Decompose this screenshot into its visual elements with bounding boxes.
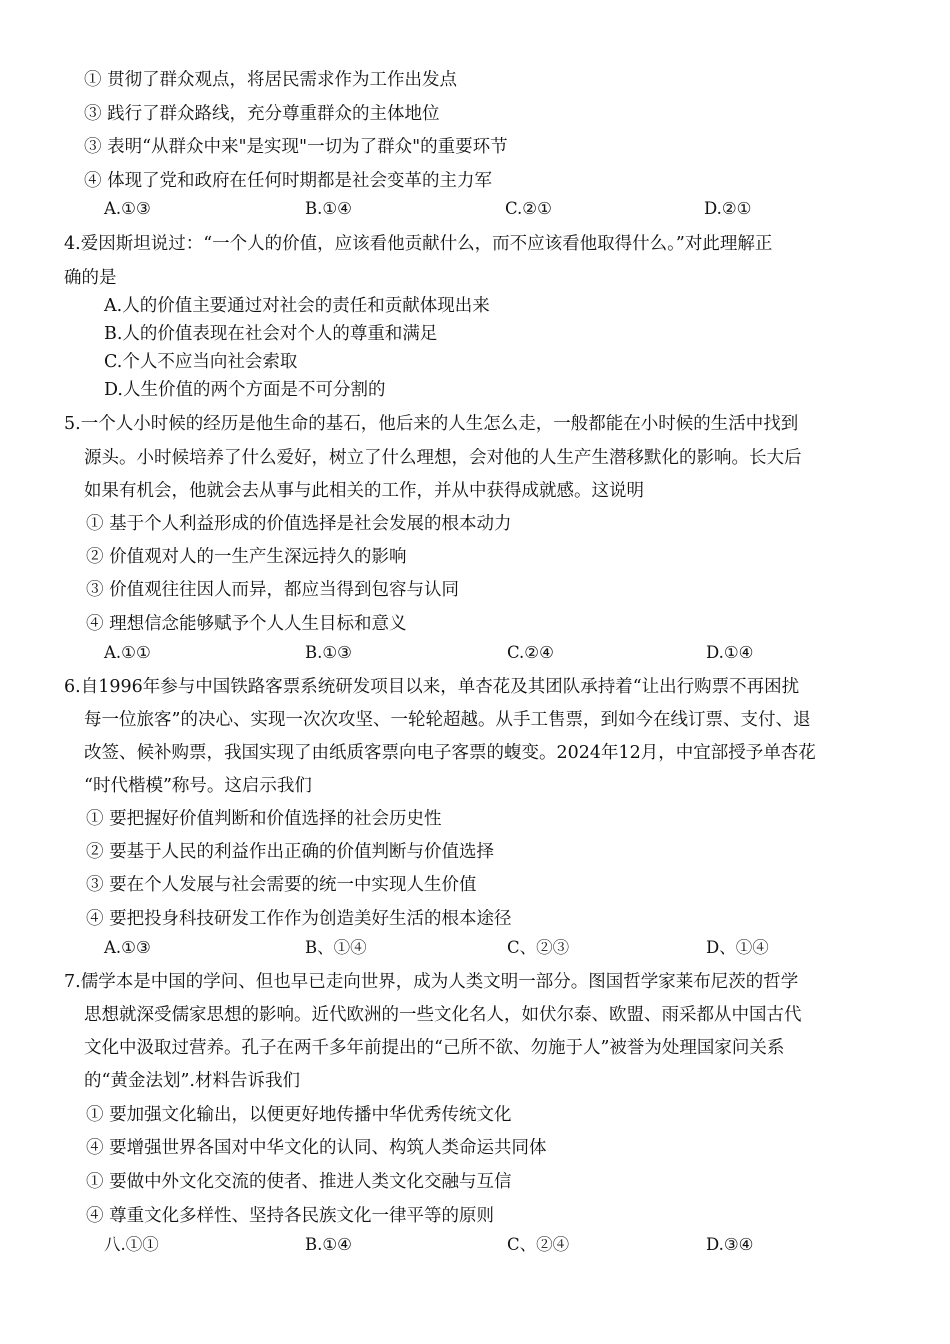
- q6-statement-2: ② 要基于人民的利益作出正确的价值判断与价值选择: [86, 842, 495, 862]
- q3-statement-4: ④ 体现了党和政府在任何时期都是社会变革的主力军: [84, 171, 493, 191]
- q7-stem-line-4: 的“黄金法划”.材料告诉我们: [84, 1071, 300, 1091]
- q5-stem-line-1: 5.一个人小时候的经历是他生命的基石，他后来的人生怎么走，一般都能在小时候的生活中找到: [64, 414, 799, 434]
- q6-stem-line-2: 每一位旅客”的决心、实现一次次攻坚、一轮轮超越。从手工售票，到如今在线订票、支付、退: [84, 710, 811, 730]
- q7-stem-line-3: 文化中汲取过营养。孔子在两千多年前提出的“己所不欲、勿施于人”被誉为处理国家问关系: [84, 1038, 785, 1058]
- q4-choice-c: C.个人不应当向社会索取: [104, 352, 298, 372]
- q4-stem-line-1: 4.爱因斯坦说过：“一个人的价值，应该看他贡献什么，而不应该看他取得什么。”对此理解正: [64, 234, 773, 254]
- q7-stem-line-2: 思想就深受儒家思想的影响。近代欧洲的一些文化名人，如伏尔泰、欧盟、雨采都从中国古代: [84, 1005, 802, 1025]
- q3-statement-3: ③ 表明“从群众中来"是实现"一切为了群众"的重要环节: [84, 137, 508, 157]
- q6-stem-line-4: “时代楷模”称号。这启示我们: [84, 776, 312, 796]
- q7-statement-3: ① 要做中外文化交流的使者、推进人类文化交融与互信: [86, 1172, 512, 1192]
- q6-stem-line-1: 6.自1996年参与中国铁路客票系统研发项目以来，单杏花及其团队承持着“让出行购票不再困扰: [64, 677, 800, 697]
- q6-option-a: A.①③: [104, 938, 151, 957]
- q3-option-b: B.①④: [305, 199, 352, 218]
- q3-option-a: A.①③: [104, 199, 151, 218]
- q3-statement-1: ① 贯彻了群众观点，将居民需求作为工作出发点: [84, 70, 458, 90]
- q3-option-d: D.②①: [704, 199, 752, 218]
- q4-choice-a: A.人的价值主要通过对社会的责任和贡献体现出来: [104, 296, 490, 316]
- q5-option-a: A.①①: [104, 643, 151, 662]
- q5-stem-line-3: 如果有机会，他就会去从事与此相关的工作，并从中获得成就感。这说明: [84, 481, 644, 501]
- q6-option-d: D、①④: [706, 938, 769, 957]
- q5-stem-line-2: 源头。小时候培养了什么爱好，树立了什么理想，会对他的人生产生潜移默化的影响。长大后: [84, 448, 802, 468]
- q7-statement-1: ① 要加强文化输出，以便更好地传播中华优秀传统文化: [86, 1105, 512, 1125]
- q3-options: [0, 198, 950, 220]
- q7-option-a: 八.①①: [104, 1235, 159, 1254]
- q5-statement-3: ③ 价值观往往因人而异，都应当得到包容与认同: [86, 580, 460, 600]
- q6-option-b: B、①④: [305, 938, 367, 957]
- q6-statement-3: ③ 要在个人发展与社会需要的统一中实现人生价值: [86, 875, 477, 895]
- q7-statement-2: ④ 要增强世界各国对中华文化的认同、构筑人类命运共同体: [86, 1138, 547, 1158]
- q3-option-c: C.②①: [505, 199, 552, 218]
- q7-statement-4: ④ 尊重文化多样性、坚持各民族文化一律平等的原则: [86, 1206, 495, 1226]
- q5-options: [0, 642, 950, 664]
- q5-option-d: D.①④: [706, 643, 754, 662]
- q6-stem-line-3: 改签、候补购票，我国实现了由纸质客票向电子客票的蝮变。2024年12月，中宜部授予单杏花: [84, 743, 816, 763]
- q7-option-c: C、②④: [507, 1235, 570, 1254]
- q6-statement-4: ④ 要把投身科技研发工作作为创造美好生活的根本途径: [86, 909, 512, 929]
- q6-options: [0, 937, 950, 959]
- q7-stem-line-1: 7.儒学本是中国的学问、但也早已走向世界，成为人类文明一部分。图国哲学家莱布尼茨的哲学: [64, 972, 799, 992]
- q5-option-c: C.②④: [507, 643, 554, 662]
- q7-options: [0, 1234, 950, 1256]
- q3-statement-2: ③ 践行了群众路线，充分尊重群众的主体地位: [84, 104, 440, 124]
- q6-statement-1: ① 要把握好价值判断和价值选择的社会历史性: [86, 809, 442, 829]
- q4-stem-line-2: 确的是: [64, 268, 117, 288]
- q5-statement-2: ② 价值观对人的一生产生深远持久的影响: [86, 547, 407, 567]
- q7-option-d: D.③④: [706, 1235, 754, 1254]
- q5-statement-4: ④ 理想信念能够赋予个人人生目标和意义: [86, 614, 407, 634]
- q7-option-b: B.①④: [305, 1235, 352, 1254]
- q4-choice-b: B.人的价值表现在社会对个人的尊重和满足: [104, 324, 438, 344]
- q5-statement-1: ① 基于个人利益形成的价值选择是社会发展的根本动力: [86, 514, 512, 534]
- q6-option-c: C、②③: [507, 938, 570, 957]
- q5-option-b: B.①③: [305, 643, 352, 662]
- q4-choice-d: D.人生价值的两个方面是不可分割的: [104, 380, 386, 400]
